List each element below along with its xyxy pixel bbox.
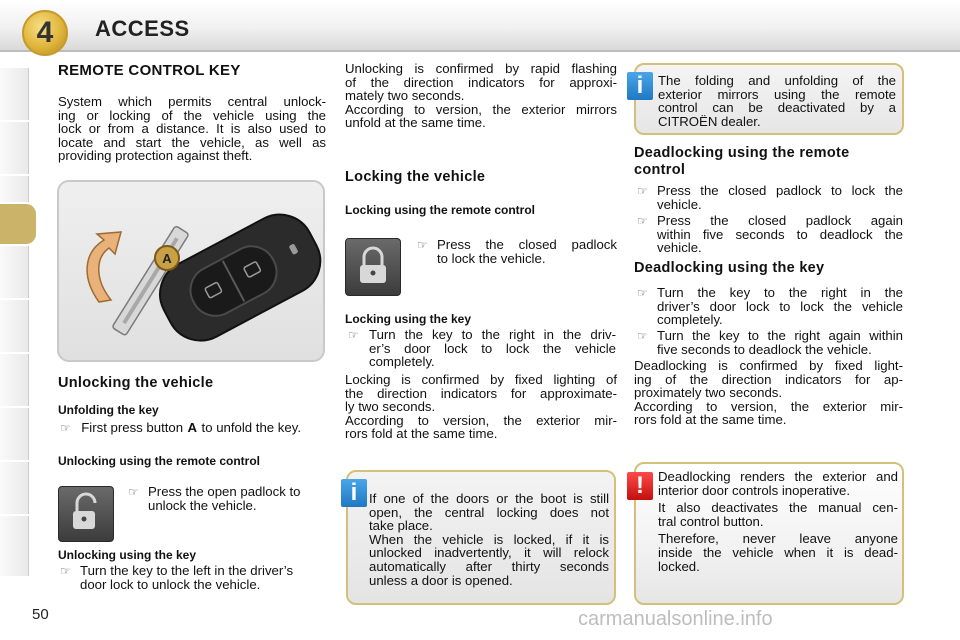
watermark: carmanualsonline.info: [578, 608, 773, 630]
subheading-unlocking-key: Unlocking using the key: [58, 548, 197, 562]
closed-padlock-button-icon: [345, 238, 401, 296]
info-line: The folding and unfolding of the: [658, 73, 896, 88]
chapter-number-badge: 4: [22, 10, 68, 56]
bullet-icon: ☞: [60, 421, 71, 435]
heading-deadlocking-key: Deadlocking using the key: [634, 260, 825, 276]
bullet-icon: ☞: [637, 329, 648, 343]
chapter-tab-7[interactable]: [0, 354, 29, 406]
unlock-confirmation-paragraph: [345, 62, 617, 130]
bullet-line: to lock the vehicle.: [437, 250, 546, 266]
bullet-line: Press the closed padlock to lock the: [657, 183, 903, 198]
subheading-unfolding-key: Unfolding the key: [58, 403, 159, 417]
intro-line: lock or from a distance. It is also used to: [58, 121, 326, 137]
key-fob: [148, 203, 323, 353]
bullet-lock-key: [348, 328, 616, 369]
intro-line: ing or locking of the vehicle using the: [58, 107, 326, 123]
bullet-deadlock-key-1: [637, 286, 903, 327]
info-line: unless a door is opened.: [369, 572, 513, 588]
bullet-icon: ☞: [128, 485, 139, 499]
info-line: exterior mirrors using the remote: [658, 86, 896, 102]
bullet-line: Turn the key to the right in the driv-: [369, 327, 616, 342]
bullet-line: door lock to unlock the vehicle.: [80, 576, 261, 592]
bullet-unfold: [60, 419, 330, 437]
warning-icon: !: [627, 472, 653, 500]
warning-line: tral control button.: [658, 513, 764, 529]
button-a-letter: A: [162, 251, 172, 266]
info-line: CITROËN dealer.: [658, 113, 761, 129]
bullet-unlock-remote: [128, 485, 328, 512]
rotation-arrow-icon: [87, 232, 121, 302]
bullet-line: driver’s door lock to lock the vehicle: [657, 298, 903, 314]
chapter-tab-6[interactable]: [0, 300, 29, 352]
bullet-line: vehicle.: [657, 196, 702, 212]
subheading-unlocking-remote: Unlocking using the remote control: [58, 454, 261, 468]
remote-key-drawing: [59, 182, 323, 360]
info-line: open, the central locking does not: [369, 504, 609, 520]
subheading-locking-remote: Locking using the remote control: [345, 203, 536, 217]
bullet-deadlock-remote-1: [637, 184, 903, 211]
chapter-title: ACCESS: [95, 16, 190, 41]
bullet-unlock-key: [60, 564, 330, 591]
bullet-line: completely.: [369, 354, 435, 370]
chapter-tab-9[interactable]: [0, 462, 29, 514]
paragraph-line: the direction indicators for approximate-: [345, 385, 617, 401]
info-line: unlocked inadvertently, it will relock: [369, 545, 609, 561]
paragraph-line: Locking is confirmed by fixed lighting of: [345, 372, 617, 387]
chapter-tab-2[interactable]: [0, 122, 29, 174]
bullet-icon: ☞: [637, 286, 648, 300]
bullet-line: Press the closed padlock: [437, 237, 617, 252]
paragraph-line: rors fold at the same time.: [634, 412, 787, 428]
chapter-tab-5[interactable]: [0, 246, 29, 298]
warning-line: It also deactivates the manual cen-: [658, 500, 898, 516]
bullet-icon: ☞: [637, 184, 648, 198]
remote-key-illustration: [57, 180, 325, 362]
intro-paragraph: [58, 95, 326, 163]
intro-line: providing protection against theft.: [58, 148, 253, 164]
paragraph-line: unfold at the same time.: [345, 115, 486, 131]
intro-line: System which permits central unlock-: [58, 94, 326, 109]
info-line: take place.: [369, 518, 433, 534]
heading-unlocking-vehicle: Unlocking the vehicle: [58, 375, 214, 391]
warning-line: Therefore, never leave anyone: [658, 531, 898, 547]
info-line: automatically after thirty seconds: [369, 558, 609, 574]
page-number: 50: [32, 606, 49, 623]
bullet-icon: ☞: [417, 238, 428, 252]
paragraph-line: mately two seconds.: [345, 88, 465, 104]
info-line: If one of the doors or the boot is still: [369, 491, 609, 506]
bullet-line: Turn the key to the right again within: [657, 328, 903, 343]
unfold-suffix: to unfold the key.: [201, 420, 301, 435]
chapter-tab-3[interactable]: [0, 176, 29, 202]
bullet-lock-remote: [417, 238, 617, 265]
info-icon: i: [341, 479, 367, 507]
paragraph-line: According to version, the exterior mir-: [345, 412, 617, 428]
info-line: control can be deactivated by a: [658, 100, 896, 116]
bullet-line: vehicle.: [657, 240, 702, 256]
warning-line: inside the vehicle when it is dead-: [658, 544, 898, 560]
open-padlock-button-icon: [58, 486, 114, 542]
heading-deadlocking-remote: [634, 145, 849, 179]
lock-confirmation-paragraph: [345, 373, 617, 441]
heading-locking-vehicle: Locking the vehicle: [345, 169, 486, 185]
info-box-text: [369, 492, 609, 587]
chapter-tab-8[interactable]: [0, 408, 29, 460]
paragraph-line: rors fold at the same time.: [345, 426, 498, 442]
bullet-line: Turn the key to the right in the: [657, 285, 903, 300]
chapter-tab-10[interactable]: [0, 516, 29, 576]
warning-box-text: [658, 470, 898, 573]
bullet-line: completely.: [657, 312, 723, 328]
bullet-icon: ☞: [60, 564, 71, 578]
bullet-icon: ☞: [637, 214, 648, 228]
info-box-mirrors-text: [658, 74, 896, 128]
warning-line: locked.: [658, 558, 700, 574]
warning-line: Deadlocking renders the exterior and: [658, 469, 898, 484]
chapter-tab-1[interactable]: [0, 68, 29, 120]
paragraph-line: Unlocking is confirmed by rapid flashing: [345, 61, 617, 76]
info-line: When the vehicle is locked, if it is: [369, 531, 609, 547]
warning-line: interior door controls inoperative.: [658, 482, 851, 498]
heading-line: control: [634, 162, 686, 178]
bullet-line: er’s door lock to lock the vehicle: [369, 340, 616, 356]
paragraph-line: According to version, the exterior mirrors: [345, 101, 617, 117]
bullet-line: Turn the key to the left in the driver’s: [80, 563, 294, 578]
bullet-line: Press the closed padlock again: [657, 213, 903, 228]
paragraph-line: ing of the direction indicators for ap-: [634, 371, 903, 387]
paragraph-line: proximately two seconds.: [634, 385, 783, 401]
deadlock-confirmation-paragraph: [634, 359, 903, 427]
info-icon: i: [627, 72, 653, 100]
header-divider: [0, 50, 960, 52]
bullet-deadlock-key-2: [637, 329, 903, 356]
chapter-tab-active[interactable]: [0, 204, 36, 244]
intro-line: locate and start the vehicle, as well as: [58, 134, 326, 150]
unfold-prefix: First press button: [81, 420, 184, 435]
bullet-deadlock-remote-2: [637, 214, 903, 255]
bullet-line: Press the open padlock to: [148, 484, 301, 499]
unfold-button-label: A: [187, 420, 198, 435]
bullet-line: within five seconds to deadlock the: [657, 226, 903, 242]
paragraph-line: Deadlocking is confirmed by fixed light-: [634, 358, 903, 373]
paragraph-line: ly two seconds.: [345, 399, 436, 415]
paragraph-line: of the direction indicators for approxi-: [345, 74, 617, 90]
subheading-locking-key: Locking using the key: [345, 312, 472, 326]
bullet-icon: ☞: [348, 328, 359, 342]
bullet-line: unlock the vehicle.: [148, 497, 257, 513]
section-title-remote-control-key: REMOTE CONTROL KEY: [58, 62, 241, 79]
paragraph-line: According to version, the exterior mir-: [634, 398, 903, 414]
heading-line: Deadlocking using the remote: [634, 145, 850, 161]
bullet-line: five seconds to deadlock the vehicle.: [657, 341, 872, 357]
